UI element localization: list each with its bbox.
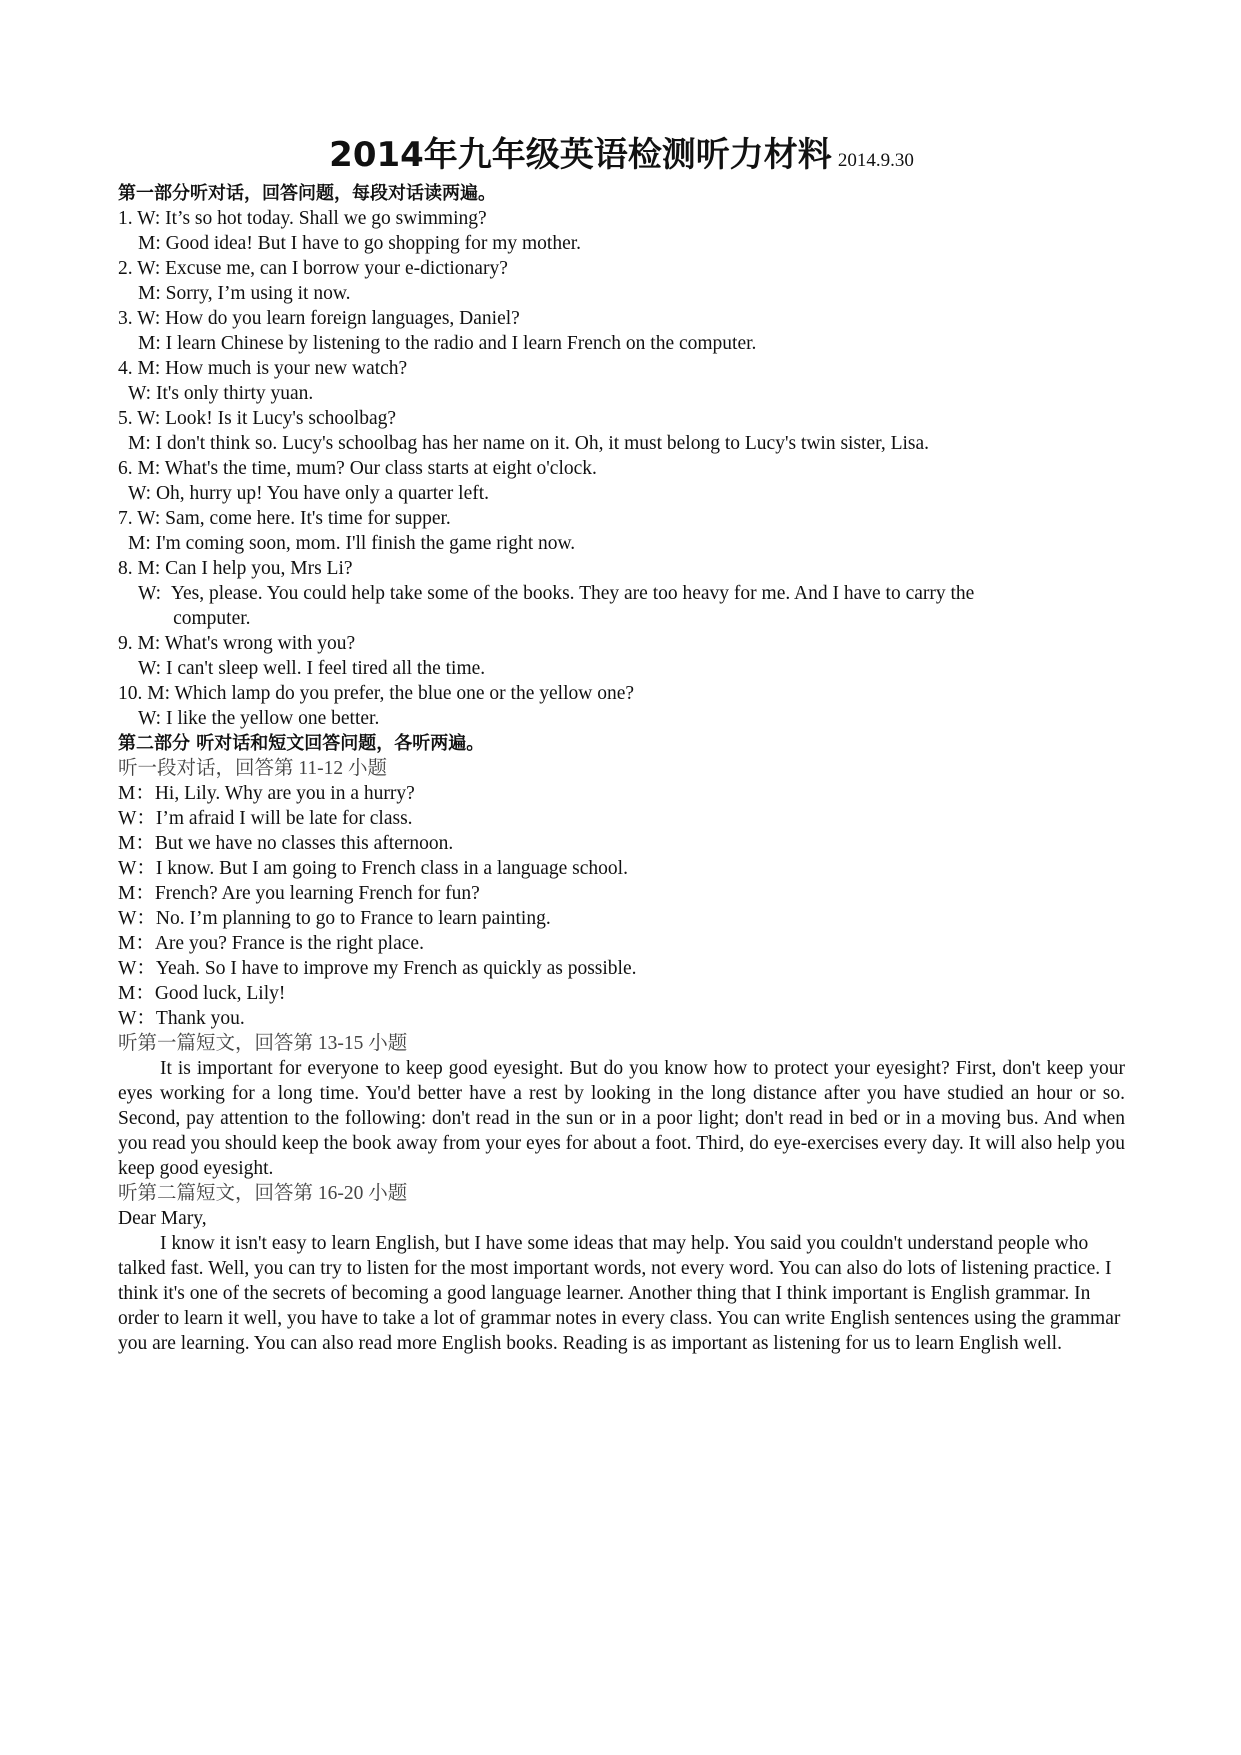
passage1-intro: 听第一篇短文，回答第 13-15 小题 [118, 1033, 408, 1054]
dialogue-line-8-answer [118, 581, 1125, 631]
dialogue-line: 2. W: Excuse me, can I borrow your e-dictionary? [118, 258, 508, 279]
dialogue-line: 10. M: Which lamp do you prefer, the blue one or the yellow one? [118, 683, 635, 704]
dialogue-line: 4. M: How much is your new watch? [118, 358, 408, 379]
part1-heading: 第一部分听对话，回答问题，每段对话读两遍。 [118, 183, 496, 204]
dialogue-line: 3. W: How do you learn foreign languages, Daniel? [118, 308, 520, 329]
date-label: 2014.9.30 [837, 150, 914, 171]
dialogue-line: W: Oh, hurry up! You have only a quarter left. [128, 483, 490, 504]
dialogue-line: W: It's only thirty yuan. [128, 383, 314, 404]
conversation-line: W：I’m afraid I will be late for class. [118, 808, 413, 829]
conversation-line: M：French? Are you learning French for fun? [118, 883, 480, 904]
conversation-line: W：No. I’m planning to go to France to learn painting. [118, 908, 551, 929]
conversation-line: M：But we have no classes this afternoon. [118, 833, 454, 854]
conversation-line: W：I know. But I am going to French class in a language school. [118, 858, 628, 879]
letter-greeting: Dear Mary, [118, 1208, 207, 1229]
dialogue-line: M: I learn Chinese by listening to the radio and I learn French on the computer. [138, 333, 757, 354]
dialogue-line: 8. M: Can I help you, Mrs Li? [118, 558, 353, 579]
speaker-label: W: [138, 583, 162, 604]
dialogue-line: M: I'm coming soon, mom. I'll finish the game right now. [128, 533, 576, 554]
dialogue-line: M: Sorry, I’m using it now. [138, 283, 351, 304]
part2-heading: 第二部分 听对话和短文回答问题，各听两遍。 [118, 733, 485, 754]
answer-text [161, 581, 1125, 631]
answer-text-line2: computer. [173, 608, 251, 629]
dialogue-intro: 听一段对话，回答第 11-12 小题 [118, 758, 388, 779]
conversation-line: M：Are you? France is the right place. [118, 933, 424, 954]
title-row [118, 133, 1125, 177]
conversation-line: W：Yeah. So I have to improve my French as quickly as possible. [118, 958, 637, 979]
conversation-line: M：Hi, Lily. Why are you in a hurry? [118, 783, 415, 804]
conversation-line: M：Good luck, Lily! [118, 983, 286, 1004]
dialogue-line: M: Good idea! But I have to go shopping for my mother. [138, 233, 582, 254]
dialogue-line: 9. M: What's wrong with you? [118, 633, 356, 654]
passage1-text: It is important for everyone to keep good eyesight. But do you know how to protect your eyesight? First, don't keep your eyes working for a long time. You'd better have a rest by looking in the long distance after you have studied an hour or so. Second, pay attention to the following: don't read in the sun or in a poor light; don't read in bed or in a moving bus. And when you read you should keep the book away from your eyes for about a foot. Third, do eye-exercises every day. It will also help you keep good eyesight. [118, 1058, 1125, 1179]
dialogue-line: W: I can't sleep well. I feel tired all the time. [138, 658, 486, 679]
passage2-intro: 听第二篇短文，回答第 16-20 小题 [118, 1183, 408, 1204]
dialogue-line: W: I like the yellow one better. [138, 708, 380, 729]
document-content [118, 133, 1125, 1356]
dialogue-line: 5. W: Look! Is it Lucy's schoolbag? [118, 408, 397, 429]
dialogue-line: 1. W: It’s so hot today. Shall we go swimming? [118, 208, 487, 229]
dialogue-line: 6. M: What's the time, mum? Our class starts at eight o'clock. [118, 458, 597, 479]
page-title: 2014年九年级英语检测听力材料 [329, 135, 832, 175]
dialogue-line: M: I don't think so. Lucy's schoolbag has her name on it. Oh, it must belong to Lucy's twin sister, Lisa. [128, 433, 930, 454]
dialogue-line: 7. W: Sam, come here. It's time for supper. [118, 508, 451, 529]
conversation-line: W：Thank you. [118, 1008, 245, 1029]
passage2-text: I know it isn't easy to learn English, but I have some ideas that may help. You said you couldn't understand people who talked fast. Well, you can try to listen for the most important words, not every word. You can also do lots of listening practice. I think it's one of the secrets of becoming a good language learner. Another thing that I think important is English grammar. In order to learn it well, you have to take a lot of grammar notes in every class. You can write English sentences using the grammar you are learning. You can also read more English books. Reading is as important as listening for us to learn English well. [118, 1233, 1121, 1354]
answer-text-line1: Yes, please. You could help take some of the books. They are too heavy for me. And I have to carry the [170, 583, 975, 604]
